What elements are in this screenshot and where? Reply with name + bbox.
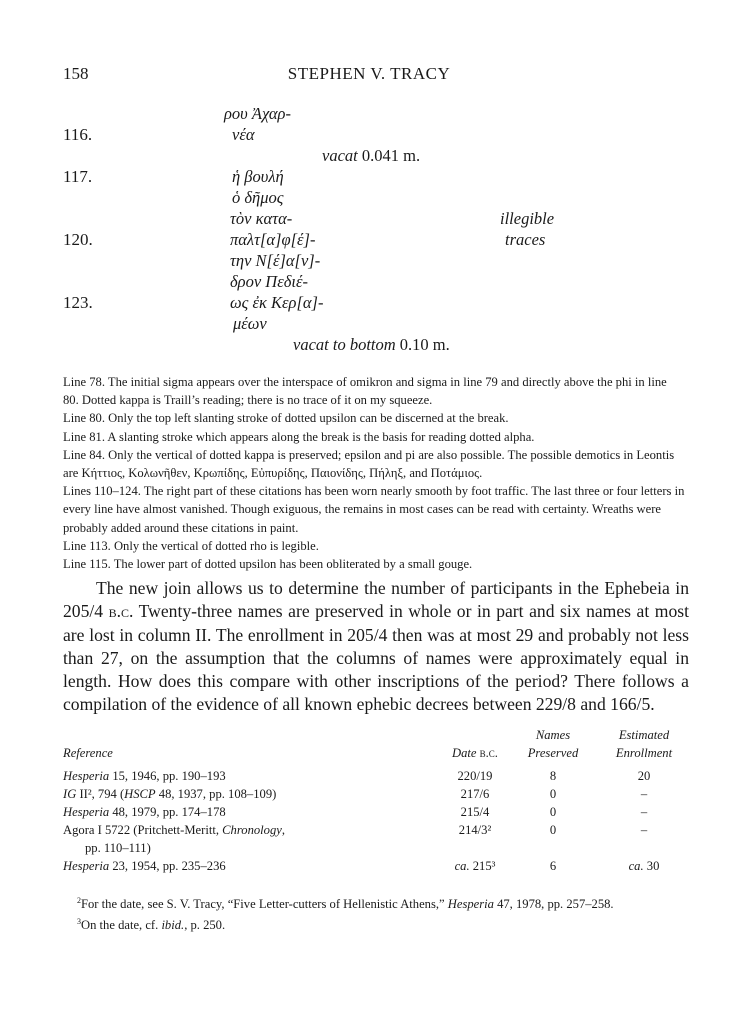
inscription-line: ἡ βουλή: [232, 167, 284, 186]
names-cell: 6: [549, 859, 557, 873]
note-line-113: Line 113. Only the vertical of dotted rho is legible.: [63, 538, 319, 553]
note-line-78: Line 78. The initial sigma appears over the interspace of omikron and sigma in line 79 and directly above the phi in line 80. Dotted kappa is Traill’s reading; there is no trace of it on my squeeze.: [63, 375, 667, 408]
illegible-note: illegible: [500, 209, 555, 228]
inscription-line: νέα: [232, 125, 255, 144]
inscription-line: ρου Ἀχαρ-: [224, 104, 291, 123]
names-cell: 0: [549, 787, 557, 801]
inscription-line: δρον Πεδιέ-: [230, 272, 308, 291]
inscription-line: τὸν κατα-: [230, 209, 293, 228]
names-cell: 0: [549, 805, 557, 819]
table-row: [63, 787, 685, 805]
table-row: [63, 769, 685, 787]
note-line-80: Line 80. Only the top left slanting stroke of dotted upsilon can be discerned at the break.: [63, 411, 509, 426]
vacat-note-1: vacat 0.041 m.: [322, 146, 421, 165]
names-cell: 0: [549, 823, 557, 837]
table-row: [63, 823, 685, 859]
table-row: [63, 859, 685, 877]
names-cell: 8: [549, 769, 557, 783]
date-cell: 220/19: [457, 769, 493, 783]
note-line-81: Line 81. A slanting stroke which appears along the break is the basis for reading dotted alpha.: [63, 429, 535, 444]
col-header-names: Names: [535, 728, 571, 742]
traces-note: traces: [505, 230, 546, 249]
footnotes: [63, 892, 685, 934]
ref-cell: Hesperia 23, 1954, pp. 235–236: [63, 859, 226, 873]
col-header-preserved: Preserved: [527, 746, 579, 760]
date-cell: 215/4: [460, 805, 490, 819]
table-row: [63, 805, 685, 823]
note-line-84: Line 84. Only the vertical of dotted kappa is preserved; epsilon and pi are also possible. The possible demotics in Leontis are Κήττιος, Κολωνῆθεν, Κρωπίδης, Εὐπυρίδης, Παιονίδης, Πήληξ, and Ποτάμιος.: [63, 447, 675, 481]
enrollment-cell: –: [640, 805, 648, 819]
ref-cell-continuation: pp. 110–111): [85, 841, 151, 855]
inscription-line: ως ἐκ Κερ[α]-: [230, 293, 324, 312]
ref-cell: Hesperia 15, 1946, pp. 190–193: [63, 769, 226, 783]
enrollment-cell: 20: [637, 769, 651, 783]
line-number: 123.: [63, 293, 93, 312]
line-number: 117.: [63, 167, 93, 186]
footnote-3: $^3$On the date, cf. ibid., p. 250.: [77, 917, 226, 932]
enrollment-cell: ca. 30: [628, 859, 660, 873]
vacat-note-2: vacat to bottom 0.10 m.: [293, 335, 450, 354]
page-number: 158: [63, 64, 89, 83]
date-cell: 214/3²: [458, 823, 492, 837]
inscription-line: παλτ[α]φ[έ]-: [230, 230, 316, 249]
inscription-line: ὁ δῆμος: [232, 188, 284, 207]
body-paragraph: The new join allows us to determine the number of participants in the Ephebeia in 205/4 b.c. Twenty-three names are preserved in whole or in part and six names at most are lost in column II. The enrollment in 205/4 then was at most 29 and probably not less than 27, on the assumption that the columns of names were approximately equal in length. How does this compare with other inscriptions of the period? There follows a compilation of the evidence of all known ephebic decrees between 229/8 and 166/5.: [63, 578, 689, 715]
running-head-author: STEPHEN V. TRACY: [287, 64, 451, 83]
col-header-enrollment: Enrollment: [615, 746, 673, 760]
date-cell: ca. 215³: [454, 859, 496, 873]
enrollment-cell: –: [640, 787, 648, 801]
ref-cell: Hesperia 48, 1979, pp. 174–178: [63, 805, 226, 819]
footnote-2: $^2$For the date, see S. V. Tracy, “Five Letter-cutters of Hellenistic Athens,” Hesperia 47, 1978, pp. 257–258.: [77, 896, 614, 911]
line-number: 120.: [63, 230, 93, 249]
note-line-115: Line 115. The lower part of dotted upsilon has been obliterated by a small gouge.: [63, 557, 473, 572]
note-lines-110-124: Lines 110–124. The right part of these citations has been worn nearly smooth by foot traffic. The last three or four letters in every line have almost vanished. Though exiguous, the remains in most cases can be read with certainty. Wreaths were probably added around these citations in paint.: [63, 484, 685, 535]
col-header-date: Date b.c.: [452, 746, 498, 760]
inscription-line: μέων: [233, 314, 267, 333]
inscription-line: την Ν[έ]α[ν]-: [230, 251, 321, 270]
ref-cell: Agora I 5722 (Pritchett-Meritt, Chronology,: [63, 823, 286, 837]
col-header-estimated: Estimated: [618, 728, 670, 742]
line-number: 116.: [63, 125, 93, 144]
critical-notes: [63, 373, 685, 573]
date-cell: 217/6: [460, 787, 490, 801]
ref-cell: IG II², 794 (HSCP 48, 1937, pp. 108–109): [63, 787, 277, 801]
enrollment-cell: –: [640, 823, 648, 837]
col-header-reference: Reference: [63, 746, 113, 760]
